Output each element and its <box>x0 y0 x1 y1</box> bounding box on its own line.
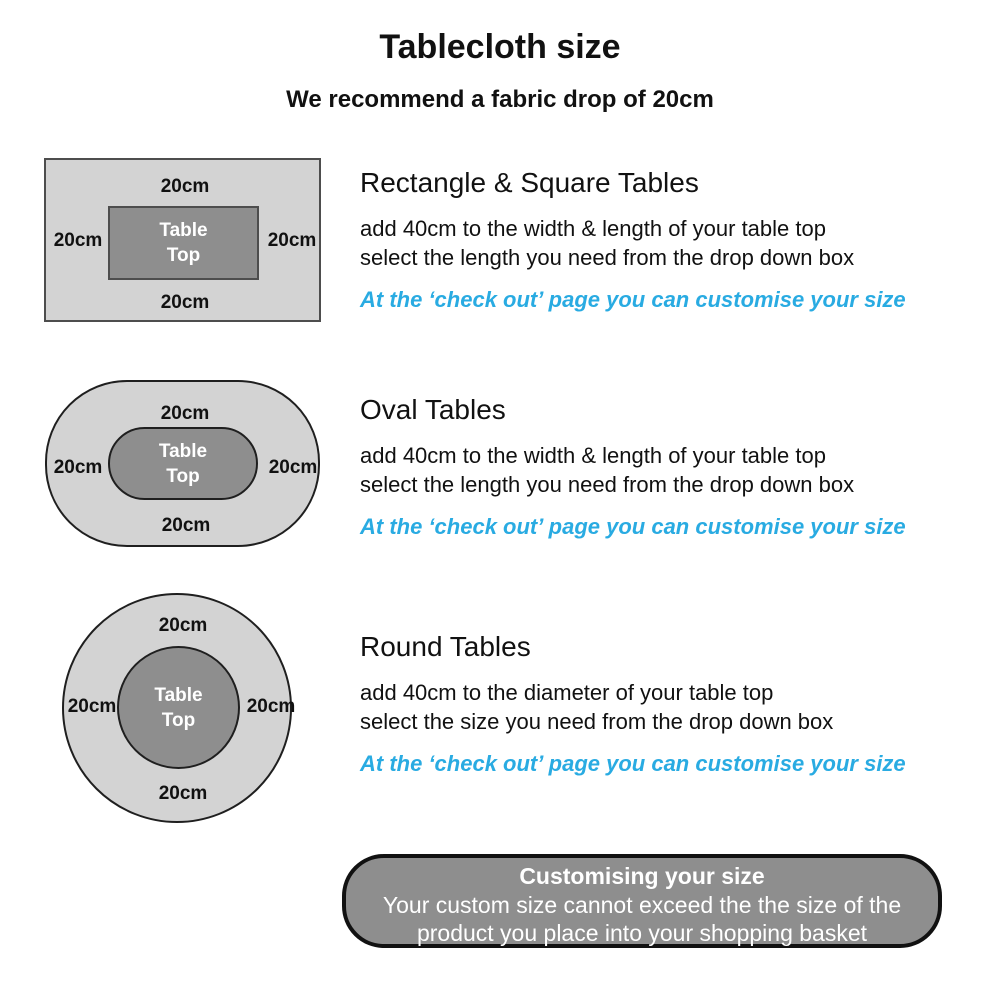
instruction-line: add 40cm to the diameter of your table top <box>360 680 774 705</box>
table-top-label-line2: Top <box>166 245 201 266</box>
instruction-line: select the length you need from the drop down box <box>360 472 855 497</box>
instruction-line: select the length you need from the drop down box <box>360 245 855 270</box>
rectangle-square-section <box>360 166 970 314</box>
section-heading: Oval Tables <box>360 394 506 425</box>
drop-label-left: 20cm <box>53 230 103 251</box>
page-subtitle: We recommend a fabric drop of 20cm <box>286 86 714 113</box>
checkout-note: At the ‘check out’ page you can customise your size <box>360 751 906 776</box>
section-heading: Round Tables <box>360 631 531 662</box>
drop-label-right: 20cm <box>267 230 317 251</box>
round-tablecloth-diagram <box>62 593 296 823</box>
drop-label-left: 20cm <box>53 457 103 478</box>
rectangle-tablecloth-diagram <box>44 158 321 322</box>
checkout-note: At the ‘check out’ page you can customise your size <box>360 287 906 312</box>
drop-label-right: 20cm <box>246 696 296 717</box>
table-top-label-line2: Top <box>166 465 200 487</box>
drop-label-bottom: 20cm <box>160 292 210 313</box>
page-title: Tablecloth size <box>379 28 621 66</box>
round-table-top <box>117 646 240 769</box>
drop-label-top: 20cm <box>160 403 210 424</box>
section-instructions <box>360 441 970 499</box>
customising-size-note <box>342 854 942 948</box>
checkout-note: At the ‘check out’ page you can customise your size <box>360 514 906 539</box>
table-top-label-line2: Top <box>161 709 196 731</box>
drop-label-right: 20cm <box>268 457 318 478</box>
drop-label-bottom: 20cm <box>158 783 208 804</box>
drop-label-top: 20cm <box>158 615 208 636</box>
table-top-label-line1: Table <box>159 220 208 241</box>
drop-label-left: 20cm <box>67 696 117 717</box>
instruction-line: add 40cm to the width & length of your table top <box>360 216 826 241</box>
round-section <box>360 630 970 778</box>
oval-tablecloth-diagram <box>45 380 320 547</box>
instruction-line: add 40cm to the width & length of your table top <box>360 443 826 468</box>
drop-label-top: 20cm <box>160 176 210 197</box>
section-instructions <box>360 214 970 272</box>
customising-note-title: Customising your size <box>519 863 765 889</box>
drop-label-bottom: 20cm <box>161 515 211 536</box>
section-instructions <box>360 678 970 736</box>
table-top-label-line1: Table <box>158 440 208 462</box>
oval-table-top <box>108 427 258 500</box>
oval-section <box>360 393 970 541</box>
instruction-line: select the size you need from the drop down box <box>360 709 834 734</box>
customising-note-line: Your custom size cannot exceed the the size of the <box>382 892 902 918</box>
section-heading: Rectangle & Square Tables <box>360 167 699 198</box>
rectangle-table-top <box>108 206 259 280</box>
customising-note-line: product you place into your shopping basket <box>416 920 868 946</box>
table-top-label-line1: Table <box>154 684 203 706</box>
